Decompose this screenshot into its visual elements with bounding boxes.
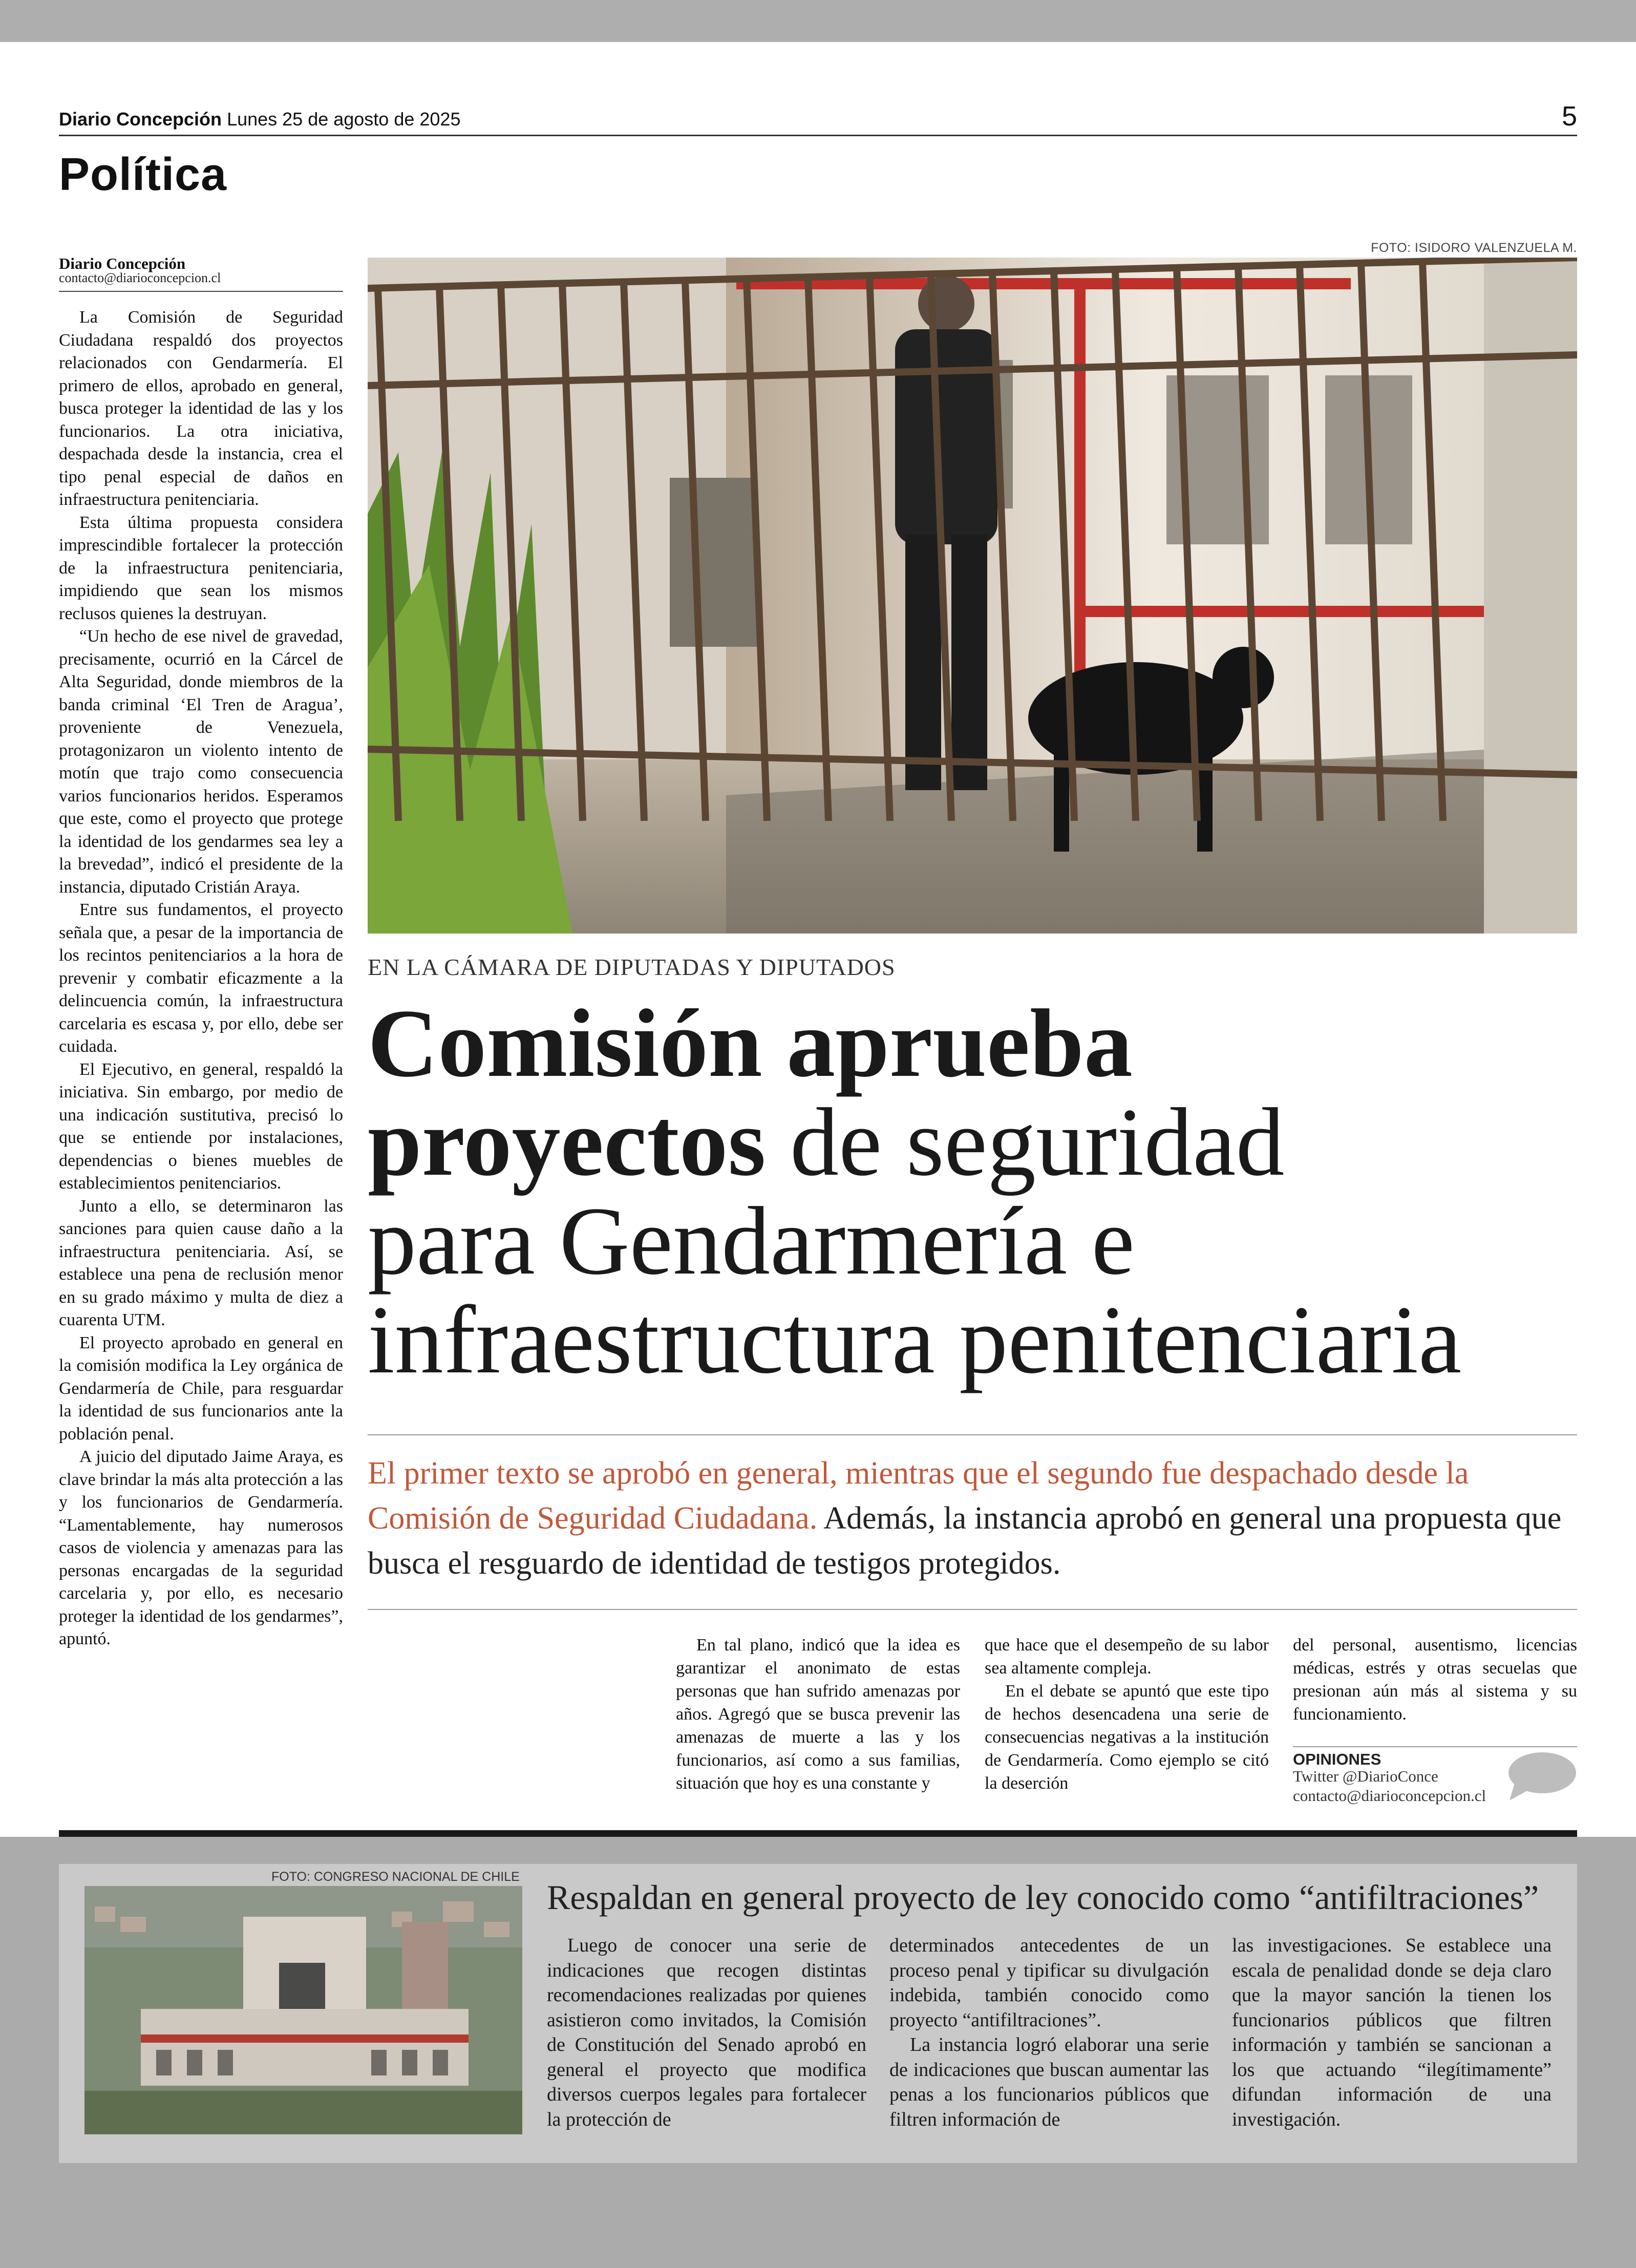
prison-gate-illustration: [368, 258, 1577, 934]
paragraph: En tal plano, indicó que la idea es garantizar el anonimato de estas personas que han sufrido amenazas por años. Agregó que se busca prevenir las amenazas de muerte a las y los funcionarios, así como a sus familias, situación que hoy es una constante y: [676, 1636, 960, 1793]
paragraph: La Comisión de Seguridad Ciudadana respaldó dos proyectos relacionados con Gendarmería. El primero de ellos, aprobado en general, busca proteger la identidad de las y los funcionarios. La otra iniciativa, despachada desde la instancia, crea el tipo penal especial de daños en infraestructura penitenciaria.: [59, 308, 343, 509]
photo-credit: FOTO: ISIDORO VALENZUELA M.: [1371, 241, 1577, 255]
deck-rest: Además, la instancia aprobó en general una propuesta que busca el resguardo de identidad de testigos protegidos.: [368, 1501, 1562, 1581]
paragraph: A juicio del diputado Jaime Araya, es clave brindar la más alta protección a las y los funcionarios de Gendarmería. “Lamentablemente, hay numerosos casos de violencia y amenazas para las personas encargadas de la seguridad carcelaria y, por ello, es necesario proteger la identidad de los gendarmes”, apuntó.: [59, 1447, 343, 1648]
deck-rule: [368, 1609, 1577, 1610]
bottom-headline: Respaldan en general proyecto de ley conocido como “antifiltraciones”: [547, 1878, 1539, 1917]
opinions-twitter: Twitter @DiarioConce: [1293, 1767, 1438, 1785]
opinions-email: contacto@diarioconcepcion.cl: [1293, 1787, 1486, 1805]
section-divider: [59, 1830, 1577, 1837]
paragraph: Luego de conocer una serie de indicaciones que recogen distintas recomendaciones realizadas por quienes asistieron como invitados, la Comisión de Constitución del Senado aprobó en general el proyecto que modifica diversos cuerpos legales para fortalecer la protección de: [547, 1935, 866, 2130]
headline-light-2: de seguridad: [766, 1089, 1285, 1196]
paragraph: Junto a ello, se determinaron las sanciones para quien cause daño a la infraestructura penitenciaria. Así, se establece una pena de reclusión menor en su grado máximo y multa de diez a cuarenta UTM.: [59, 1196, 343, 1329]
congress-building-illustration: [84, 1886, 522, 2134]
paragraph: El proyecto aprobado en general en la comisión modifica la Ley orgánica de Gendarmería de Chile, para resguardar la identidad de sus funcionarios ante la población penal.: [59, 1333, 343, 1444]
byline-rule: [59, 291, 343, 292]
masthead: [59, 109, 460, 130]
headline-rule: [368, 1434, 1577, 1435]
deck: [368, 1451, 1577, 1586]
paragraph: La instancia logró elaborar una serie de indicaciones que buscan aumentar las penas a los funcionarios públicos que filtren información de: [889, 2034, 1209, 2130]
headline-bold-1: Comisión aprueba: [368, 990, 1133, 1097]
page-number: 5: [1561, 101, 1577, 132]
article-column-4: [1293, 1634, 1577, 1726]
paragraph: Esta última propuesta considera imprescindible fortalecer la protección de la infraestructura penitenciaria, impidiendo que sean los mismos reclusos quienes la destruyan.: [59, 513, 343, 623]
byline-email: contacto@diarioconcepcion.cl: [59, 270, 221, 285]
speech-bubble-icon: [1505, 1751, 1577, 1803]
bottom-column-3: [1232, 1933, 1552, 2132]
paragraph: Entre sus fundamentos, el proyecto señala que, a pesar de la importancia de los recintos penitenciarios a la hora de prevenir y combatir eficazmente a la delincuencia común, la infraestructura carcelaria es escasa y, por ello, debe ser cuidada.: [59, 900, 343, 1056]
main-photo: [368, 258, 1577, 934]
paragraph: que hace que el desempeño de su labor sea altamente compleja.: [985, 1636, 1269, 1678]
opinions-contact: [1293, 1767, 1486, 1806]
paragraph: las investigaciones. Se establece una escala de penalidad donde se deja claro que la mayor sanción la tienen los funcionarios públicos que filtren información y también se sancionan a los que actuando “ilegítimamente” difundan información de una investigación.: [1232, 1935, 1552, 2130]
paragraph: “Un hecho de ese nivel de gravedad, precisamente, ocurrió en la Cárcel de Alta Seguridad, donde miembros de la banda criminal ‘El Tren de Aragua’, proveniente de Venezuela, protagonizaron un violento intento de motín que trajo como consecuencia varios funcionarios heridos. Esperamos que este, como el proyecto que protege la identidad de los gendarmes sea ley a la brevedad”, indicó el presidente de la instancia, diputado Cristián Araya.: [59, 627, 343, 897]
paragraph: En el debate se apuntó que este tipo de hechos desencadena una serie de consecuencias negativas a la institución de Gendarmería. Como ejemplo se citó la deserción: [985, 1682, 1269, 1793]
kicker: EN LA CÁMARA DE DIPUTADAS Y DIPUTADOS: [368, 954, 896, 980]
issue-date: Lunes 25 de agosto de 2025: [227, 109, 461, 130]
opinions-rule: [1293, 1746, 1577, 1747]
deck-highlight: El primer texto se aprobó en general, mientras que el segundo fue despachado desde la Comisión de Seguridad Ciudadana.: [368, 1456, 1469, 1536]
section-title: Política: [59, 149, 227, 200]
left-column-text: [59, 306, 343, 1651]
article-column-3: [985, 1634, 1269, 1795]
headline-bold-2: proyectos: [368, 1089, 766, 1196]
headline: [368, 990, 1577, 1394]
bottom-photo-credit: FOTO: CONGRESO NACIONAL DE CHILE: [271, 1870, 520, 1884]
bottom-column-2: [889, 1933, 1209, 2132]
congress-photo: [84, 1886, 522, 2134]
byline-name: Diario Concepción: [59, 255, 186, 272]
paragraph: del personal, ausentismo, licencias médicas, estrés y otras secuelas que presionan aún más al sistema y su funcionamiento.: [1293, 1636, 1577, 1724]
headline-light-4: infraestructura penitenciaria: [368, 1286, 1462, 1394]
paragraph: El Ejecutivo, en general, respaldó la iniciativa. Sin embargo, por medio de una indicación sustitutiva, precisó lo que se entiende por instalaciones, dependencias o bienes muebles de establecimientos penitenciarios.: [59, 1059, 343, 1193]
brand-name: Diario Concepción: [59, 109, 222, 130]
article-column-2: [676, 1634, 960, 1795]
opinions-label: OPINIONES: [1293, 1750, 1382, 1768]
header-rule: [59, 135, 1577, 136]
bottom-column-1: [547, 1933, 866, 2132]
paragraph: determinados antecedentes de un proceso penal y tipificar su divulgación indebida, también conocido como proyecto “antifiltraciones”.: [889, 1935, 1209, 2031]
headline-light-3: para Gendarmería e: [368, 1188, 1135, 1295]
